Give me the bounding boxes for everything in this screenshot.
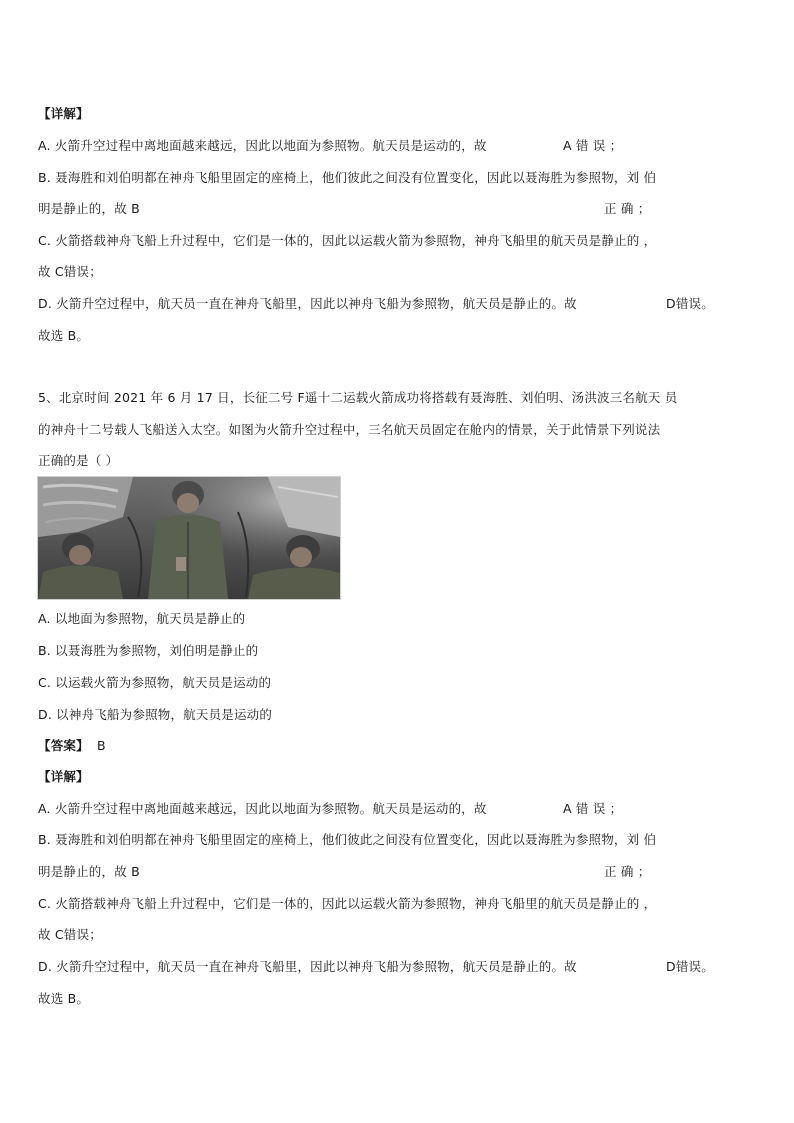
explanation-verdict: A 错 误 ； [563,801,623,816]
explanation-heading-1: 【详解】 [38,106,89,121]
astronauts-cabin-photo [37,476,341,600]
photo-illustration [38,477,340,599]
explanation-verdict: 正 确 ； [604,201,651,216]
explanation-1-option-b: B. 聂海胜和刘伯明都在神舟飞船里固定的座椅上，他们彼此之间没有位置变化，因此以聂海胜为参照物，刘 伯 [38,170,657,185]
answer-value: B [97,738,106,753]
explanation-verdict: D错误。 [666,959,714,974]
explanation-2-option-b: B. 聂海胜和刘伯明都在神舟飞船里固定的座椅上，他们彼此之间没有位置变化，因此以聂海胜为参照物，刘 伯 [38,832,657,847]
explanation-text: A. 火箭升空过程中离地面越来越远，因此以地面为参照物。航天员是运动的，故 [38,801,487,816]
explanation-1-option-c-cont: 故 C错误； [38,264,102,279]
explanation-text: A. 火箭升空过程中离地面越来越远，因此以地面为参照物。航天员是运动的，故 [38,138,487,153]
option-a: A. 以地面为参照物，航天员是静止的 [38,611,246,626]
explanation-verdict: 正 确 ； [604,864,651,879]
explanation-verdict: A 错 误 ； [563,138,623,153]
explanation-1-conclusion: 故选 B。 [38,328,90,343]
explanation-1-option-c: C. 火箭搭载神舟飞船上升过程中，它们是一体的，因此以运载火箭为参照物，神舟飞船里的航天员是静止的 ， [38,233,657,248]
explanation-verdict: D错误。 [666,296,714,311]
explanation-heading-2: 【详解】 [38,769,89,784]
explanation-2-option-c-cont: 故 C错误； [38,927,102,942]
option-c: C. 以运载火箭为参照物，航天员是运动的 [38,675,272,690]
explanation-text: 明是静止的，故 B [38,201,140,216]
explanation-2-conclusion: 故选 B。 [38,991,90,1006]
option-b: B. 以聂海胜为参照物，刘伯明是静止的 [38,643,259,658]
explanation-2-option-c: C. 火箭搭载神舟飞船上升过程中，它们是一体的，因此以运载火箭为参照物，神舟飞船里的航天员是静止的 ， [38,896,657,911]
answer-label: 【答案】 [38,738,89,753]
explanation-text: D. 火箭升空过程中，航天员一直在神舟飞船里，因此以神舟飞船为参照物，航天员是静止的。故 [38,959,577,974]
explanation-text: D. 火箭升空过程中，航天员一直在神舟飞船里，因此以神舟飞船为参照物，航天员是静止的。故 [38,296,577,311]
explanation-text: 明是静止的，故 B [38,864,140,879]
question-5-line-3: 正确的是（ ） [38,453,119,468]
question-5-line-1: 5、北京时间 2021 年 6 月 17 日，长征二号 F遥十二运载火箭成功将搭载有聂海胜、刘伯明、汤洪波三名航天 员 [38,390,678,405]
option-d: D. 以神舟飞船为参照物，航天员是运动的 [38,707,273,722]
question-5-line-2: 的神舟十二号载人飞船送入太空。如图为火箭升空过程中，三名航天员固定在舱内的情景，关于此情景下列说法 [38,422,661,437]
